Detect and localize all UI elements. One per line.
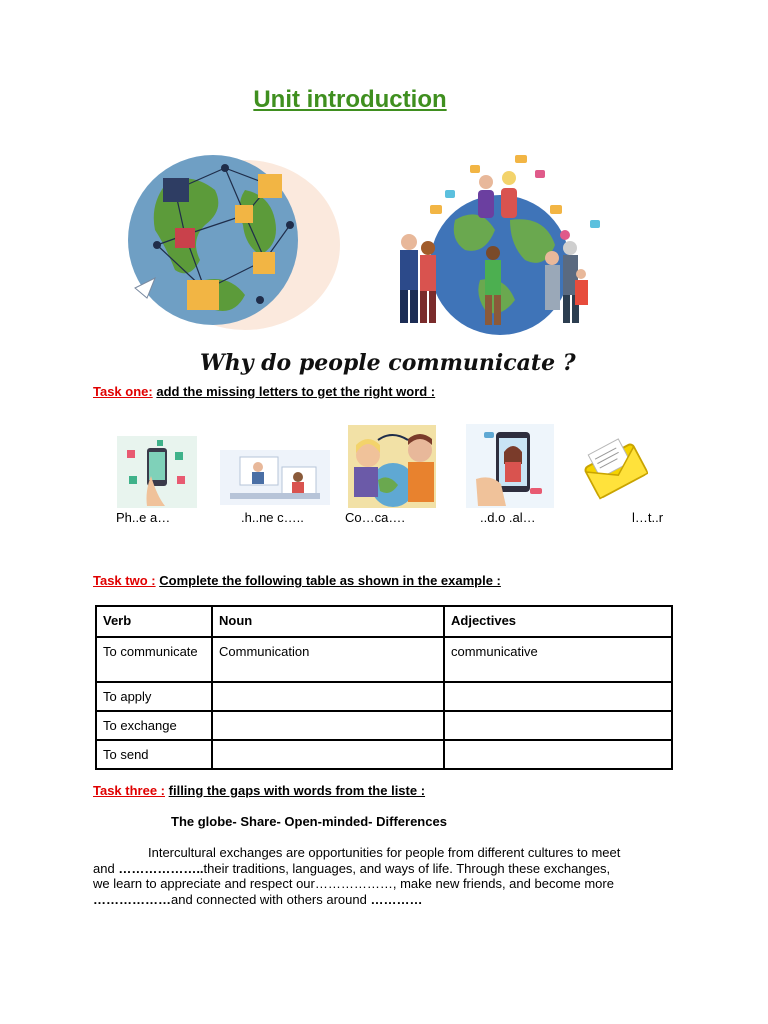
missing-word-5: l…t..r [632, 510, 664, 525]
table-cell-adjective-input[interactable] [444, 740, 672, 769]
table-row [96, 711, 672, 740]
gap-fill-paragraph [93, 845, 673, 907]
header-verb: Verb [96, 606, 212, 637]
table-cell-verb: To exchange [96, 711, 212, 740]
task-one-heading [93, 384, 435, 399]
network-globe-illustration [95, 150, 357, 345]
table-cell-verb: To communicate [96, 637, 212, 682]
table-row [96, 682, 672, 711]
header-noun: Noun [212, 606, 444, 637]
task-one-instruction: add the missing letters to get the right word : [156, 384, 436, 399]
table-header-row [96, 606, 672, 637]
table-cell-noun-input[interactable] [212, 711, 444, 740]
paragraph-text: and connected with others around [171, 891, 371, 907]
table-cell-verb: To send [96, 740, 212, 769]
table-cell-noun-input[interactable] [212, 682, 444, 711]
phone-app-icon [117, 436, 197, 508]
task-three-heading [93, 783, 425, 798]
gap-blank-2[interactable]: ……………… [93, 891, 171, 907]
table-cell-adjective-input[interactable] [444, 682, 672, 711]
table-cell-adjective-input[interactable] [444, 711, 672, 740]
missing-word-3: Co…ca…. [345, 510, 405, 525]
paragraph-line-2 [93, 861, 673, 877]
table-row [96, 740, 672, 769]
page-title: Unit introduction [253, 86, 447, 113]
paragraph-text: and [93, 860, 119, 876]
subtitle: Why do people communicate ? [200, 350, 576, 376]
task-two-heading [93, 573, 501, 588]
table-row [96, 637, 672, 682]
missing-word-4: ..d.o .al… [480, 510, 536, 525]
paragraph-line-1: Intercultural exchanges are opportunities for people from different cultures to meet [148, 845, 621, 860]
word-forms-table [95, 605, 673, 770]
missing-word-1: Ph..e a… [116, 510, 171, 525]
video-call-icon [466, 424, 554, 508]
table-cell-adjective: communicative [444, 637, 672, 682]
task-one-label: Task one: [93, 384, 153, 399]
gap-blank-3[interactable]: ………… [370, 891, 423, 907]
word-list: The globe- Share- Open-minded- Differences [171, 814, 447, 829]
table-cell-noun-input[interactable] [212, 740, 444, 769]
table-cell-verb: To apply [96, 682, 212, 711]
header-adjectives: Adjectives [444, 606, 672, 637]
task-three-label: Task three : [93, 783, 166, 798]
conversation-icon [348, 425, 436, 508]
gap-blank-1[interactable]: ……………….. [118, 860, 204, 876]
paragraph-line-3: we learn to appreciate and respect our………………, make new friends, and become more [93, 876, 614, 891]
envelope-icon [582, 436, 648, 502]
people-globe-illustration [385, 150, 620, 335]
table-cell-noun: Communication [212, 637, 444, 682]
paragraph-line-4 [93, 892, 673, 908]
missing-word-2: .h..ne c….. [241, 510, 304, 525]
task-three-instruction: filling the gaps with words from the liste : [168, 783, 426, 798]
task-two-instruction: Complete the following table as shown in the example : [159, 573, 501, 588]
task-two-label: Task two : [93, 573, 156, 588]
paragraph-text: their traditions, languages, and ways of life. Through these exchanges, [203, 860, 611, 876]
video-chat-icon [220, 445, 330, 505]
